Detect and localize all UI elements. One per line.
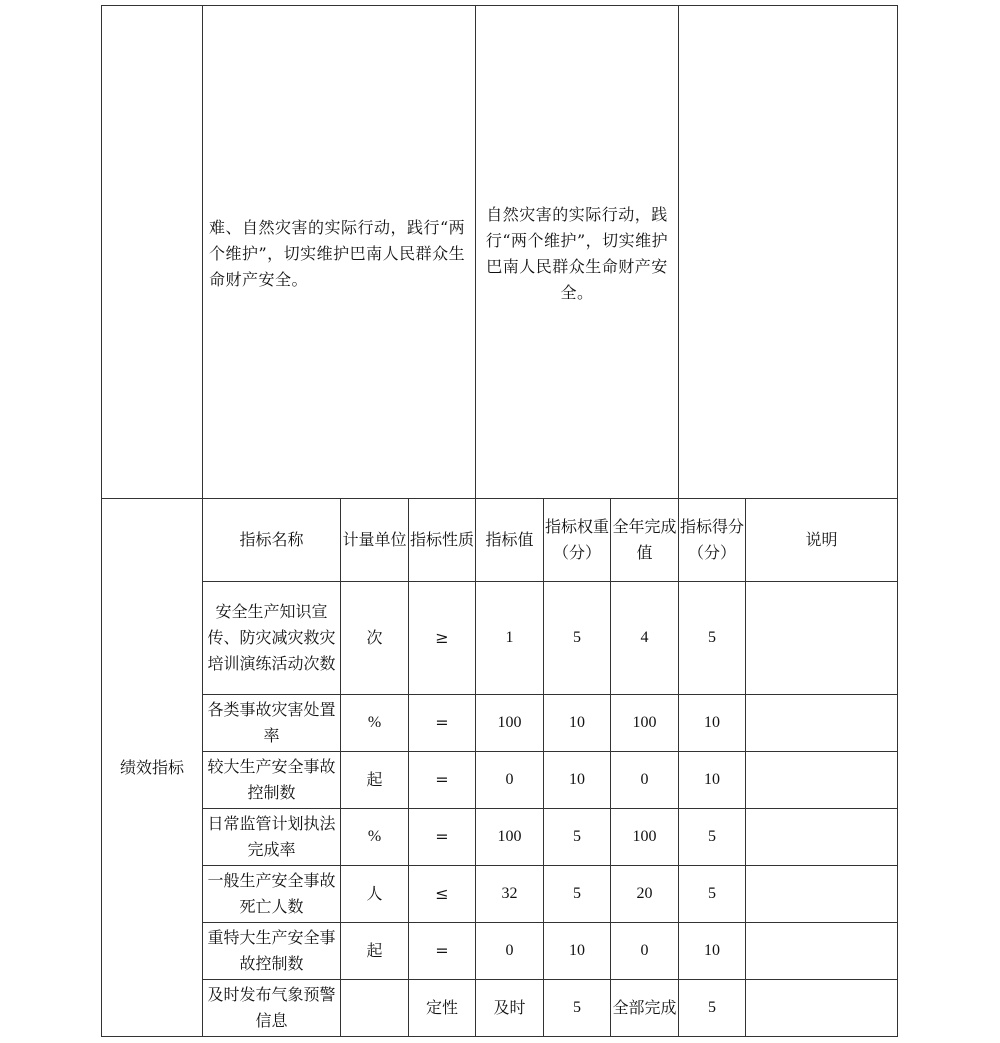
row-note [746, 866, 898, 923]
row-nature: = [409, 923, 476, 980]
table-row [102, 752, 898, 809]
top-continuation-row [102, 6, 898, 499]
row-unit: % [341, 809, 409, 866]
row-name: 安全生产知识宣传、防灾减灾救灾培训演练活动次数 [203, 582, 341, 695]
row-value: 及时 [476, 980, 544, 1037]
table-row [102, 980, 898, 1037]
row-unit: 次 [341, 582, 409, 695]
header-value: 指标值 [476, 499, 544, 582]
row-note [746, 923, 898, 980]
header-complete: 全年完成值 [611, 499, 679, 582]
row-value: 100 [476, 809, 544, 866]
row-name: 较大生产安全事故控制数 [203, 752, 341, 809]
table-row [102, 695, 898, 752]
row-name: 重特大生产安全事故控制数 [203, 923, 341, 980]
row-note [746, 582, 898, 695]
table-row [102, 866, 898, 923]
row-unit: 人 [341, 866, 409, 923]
top-text-cell-2 [476, 6, 679, 499]
row-value: 1 [476, 582, 544, 695]
header-nature: 指标性质 [409, 499, 476, 582]
header-weight: 指标权重（分） [544, 499, 611, 582]
row-unit: 起 [341, 752, 409, 809]
row-weight: 10 [544, 752, 611, 809]
header-row [102, 499, 898, 582]
row-unit: % [341, 695, 409, 752]
row-weight: 10 [544, 695, 611, 752]
top-text-2: 自然灾害的实际行动，践行“两个维护”，切实维护巴南人民群众生命财产安全。 [485, 205, 669, 302]
performance-table [101, 5, 898, 1037]
row-score: 10 [679, 923, 746, 980]
table-row [102, 809, 898, 866]
row-nature: = [409, 752, 476, 809]
row-nature: ≤ [409, 866, 476, 923]
row-weight: 5 [544, 809, 611, 866]
header-score: 指标得分（分） [679, 499, 746, 582]
row-name: 一般生产安全事故死亡人数 [203, 866, 341, 923]
row-name: 日常监管计划执法完成率 [203, 809, 341, 866]
row-score: 5 [679, 980, 746, 1037]
row-unit [341, 980, 409, 1037]
row-score: 5 [679, 866, 746, 923]
top-text-1: 难、自然灾害的实际行动，践行“两个维护”，切实维护巴南人民群众生命财产安全。 [209, 218, 466, 289]
row-value: 32 [476, 866, 544, 923]
row-weight: 5 [544, 582, 611, 695]
header-unit: 计量单位 [341, 499, 409, 582]
row-nature: 定性 [409, 980, 476, 1037]
row-complete: 20 [611, 866, 679, 923]
top-text-cell-1 [203, 6, 476, 499]
row-score: 10 [679, 752, 746, 809]
top-empty-label-cell [102, 6, 203, 499]
row-complete: 全部完成 [611, 980, 679, 1037]
row-complete: 0 [611, 752, 679, 809]
row-weight: 10 [544, 923, 611, 980]
row-name: 各类事故灾害处置率 [203, 695, 341, 752]
row-note [746, 809, 898, 866]
row-complete: 100 [611, 695, 679, 752]
row-value: 100 [476, 695, 544, 752]
top-text-cell-3 [679, 6, 898, 499]
row-name: 及时发布气象预警信息 [203, 980, 341, 1037]
table-row [102, 923, 898, 980]
row-value: 0 [476, 923, 544, 980]
row-score: 5 [679, 809, 746, 866]
row-weight: 5 [544, 866, 611, 923]
row-nature: = [409, 809, 476, 866]
top-text-3 [679, 250, 897, 254]
row-value: 0 [476, 752, 544, 809]
row-complete: 4 [611, 582, 679, 695]
row-nature: ≥ [409, 582, 476, 695]
table-row [102, 582, 898, 695]
row-note [746, 980, 898, 1037]
row-complete: 0 [611, 923, 679, 980]
header-note: 说明 [746, 499, 898, 582]
row-weight: 5 [544, 980, 611, 1037]
row-score: 5 [679, 582, 746, 695]
row-complete: 100 [611, 809, 679, 866]
row-note [746, 695, 898, 752]
row-note [746, 752, 898, 809]
header-name: 指标名称 [203, 499, 341, 582]
section-label: 绩效指标 [102, 499, 203, 1037]
row-unit: 起 [341, 923, 409, 980]
row-nature: = [409, 695, 476, 752]
row-score: 10 [679, 695, 746, 752]
